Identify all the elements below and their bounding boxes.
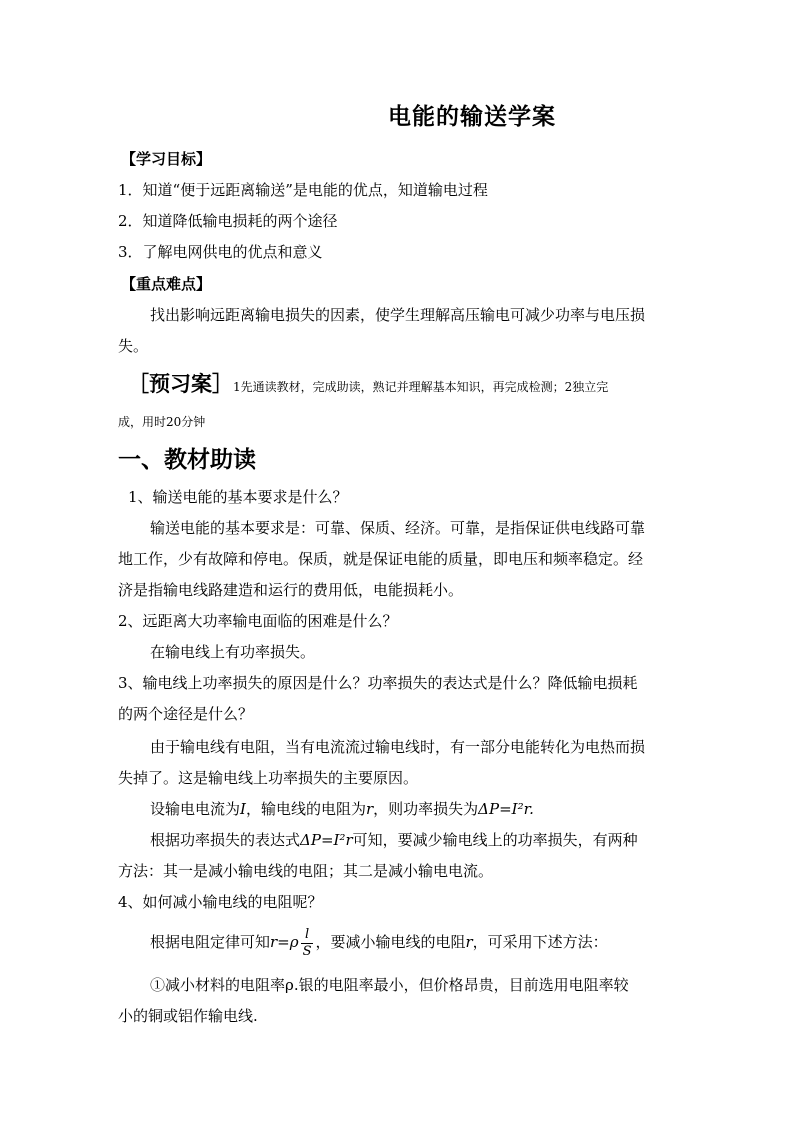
question-4: 4、如何减小输电线的电阻呢？ <box>118 893 323 911</box>
symbol-current: I <box>240 800 246 818</box>
question-3-line2: 的两个途径是什么？ <box>118 705 254 723</box>
answer-1-line2: 地工作，少有故障和停电。保质，就是保证电能的质量，即电压和频率稳定。经 <box>118 550 644 568</box>
answer-3-line2: 失掉了。这是输电线上功率损失的主要原因。 <box>118 769 419 787</box>
answer-1-line3: 济是指输电线路建造和运行的费用低，电能损耗小。 <box>118 581 464 599</box>
answer-3-line5: 方法：其一是减小输电线的电阻；其二是减小输电电流。 <box>118 862 494 880</box>
answer-3-line1: 由于输电线有电阻，当有电流流过输电线时，有一部分电能转化为电热而损 <box>150 738 646 756</box>
power-loss-formula: ΔP=I²r. <box>478 800 534 818</box>
section1-heading: 一、教材助读 <box>118 447 256 473</box>
text-span: 根据功率损失的表达式 <box>150 831 301 849</box>
objective-item-2: 2．知道降低输电损耗的两个途径 <box>118 212 338 230</box>
preview-text-line1: 1先通读教材，完成助读，熟记并理解基本知识，再完成检测；2独立完 <box>233 380 609 394</box>
preview-text-line2: 成，用时20分钟 <box>118 415 206 429</box>
answer-1-line1: 输送电能的基本要求是：可靠、保质、经济。可靠，是指保证供电线路可靠 <box>150 519 646 537</box>
objectives-heading: 【学习目标】 <box>121 150 212 168</box>
question-1: 1、输送电能的基本要求是什么？ <box>128 488 348 506</box>
answer-2: 在输电线上有功率损失。 <box>150 643 316 661</box>
preview-heading: ［预习案］ <box>128 372 233 396</box>
key-points-text-line1: 找出影响远距离输电损失的因素，使学生理解高压输电可减少功率与电压损 <box>150 306 646 324</box>
text-span: 根据电阻定律可知 <box>150 933 271 951</box>
question-3-line1: 3、输电线上功率损失的原因是什么？功率损失的表达式是什么？降低输电损耗 <box>118 674 638 692</box>
objective-item-3: 3．了解电网供电的优点和意义 <box>118 243 323 261</box>
text-span: ，可采用下述方法： <box>472 933 608 951</box>
symbol-resistance: r <box>465 933 473 951</box>
preview-line1 <box>128 370 608 401</box>
answer-3-line4 <box>150 830 638 850</box>
resistance-law-lhs: r=ρ <box>270 933 299 951</box>
power-loss-formula-inline: ΔP=I²r <box>300 831 353 849</box>
key-points-text-line2: 失。 <box>118 337 149 355</box>
symbol-resistance: r <box>365 800 374 818</box>
text-span: ，则功率损失为 <box>373 800 479 818</box>
text-span: 可知，要减少输电线上的功率损失，有两种 <box>352 831 638 849</box>
answer-3-line3 <box>150 799 534 819</box>
method-1-line2: 小的铜或铝作输电线. <box>118 1007 258 1025</box>
key-points-heading: 【重点难点】 <box>121 275 212 293</box>
objective-item-1: 1．知道“便于远距离输送”是电能的优点，知道输电过程 <box>118 181 488 199</box>
fraction-denominator: S <box>302 943 312 959</box>
page-title: 电能的输送学案 <box>388 104 556 130</box>
answer-4-line1 <box>150 922 608 962</box>
text-span: 设输电电流为 <box>150 800 241 818</box>
length-over-area-fraction <box>301 927 314 960</box>
question-2: 2、远距离大功率输电面临的困难是什么？ <box>118 612 398 630</box>
fraction-numerator: l <box>301 927 314 944</box>
text-span: ，输电线的电阻为 <box>245 800 366 818</box>
text-span: ，要减小输电线的电阻 <box>315 933 466 951</box>
method-1-line1: ①减小材料的电阻率ρ.银的电阻率最小，但价格昂贵，目前选用电阻率较 <box>150 976 629 994</box>
